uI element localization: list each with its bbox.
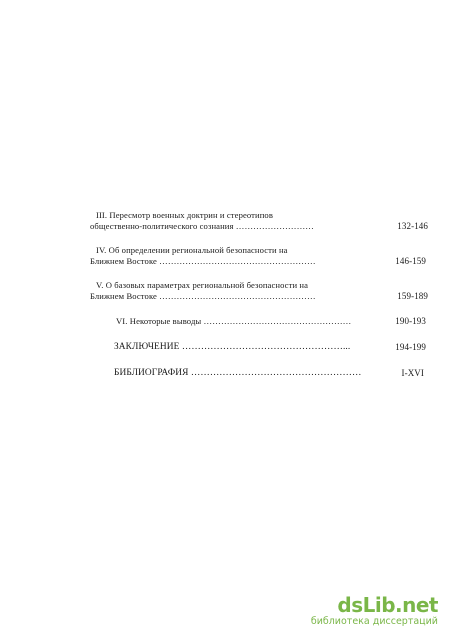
toc-entry-chapter-4 bbox=[90, 245, 430, 267]
toc-entry-title-line1: VI. Некоторые выводы …………………………………………… bbox=[116, 316, 352, 326]
toc-entry-title-line1: IV. Об определении региональной безопасности на bbox=[96, 245, 288, 255]
toc-entry-chapter-6 bbox=[92, 316, 430, 327]
toc-entry-pages: 194-199 bbox=[395, 342, 426, 352]
toc-entry-title-line1: ЗАКЛЮЧЕНИЕ ……………………………………………... bbox=[114, 342, 351, 352]
toc-entry-chapter-5 bbox=[90, 280, 430, 302]
toc-entry-bibliography bbox=[90, 368, 430, 379]
toc-entry-title-line1: БИБЛИОГРАФИЯ ……………………………………………… bbox=[114, 368, 362, 378]
toc-entry-pages: 159-189 bbox=[397, 291, 428, 301]
toc-entry-conclusion bbox=[90, 342, 430, 353]
toc-entry-title-line2: общественно-политического сознания ……………………… bbox=[90, 221, 315, 231]
toc-entry-pages: 132-146 bbox=[397, 221, 428, 231]
dslib-tagline: библиотека диссертаций bbox=[310, 616, 438, 627]
toc-entry-pages: 146-159 bbox=[395, 256, 426, 266]
toc-entry-title-line1: III. Пересмотр военных доктрин и стереотипов bbox=[96, 210, 273, 220]
toc-entry-pages: 190-193 bbox=[395, 316, 426, 326]
toc-entry-pages: I-XVI bbox=[401, 368, 424, 378]
toc-entry-title-line2: Ближнем Востоке ……………………………………………… bbox=[90, 256, 316, 266]
dslib-logo: dsLib.net bbox=[337, 593, 438, 617]
dslib-watermark bbox=[311, 595, 438, 628]
table-of-contents bbox=[90, 210, 430, 379]
toc-entry-title-line1: V. О базовых параметрах региональной безопасности на bbox=[96, 280, 309, 290]
toc-entry-chapter-3 bbox=[90, 210, 430, 232]
toc-entry-title-line2: Ближнем Востоке ……………………………………………… bbox=[90, 291, 316, 301]
